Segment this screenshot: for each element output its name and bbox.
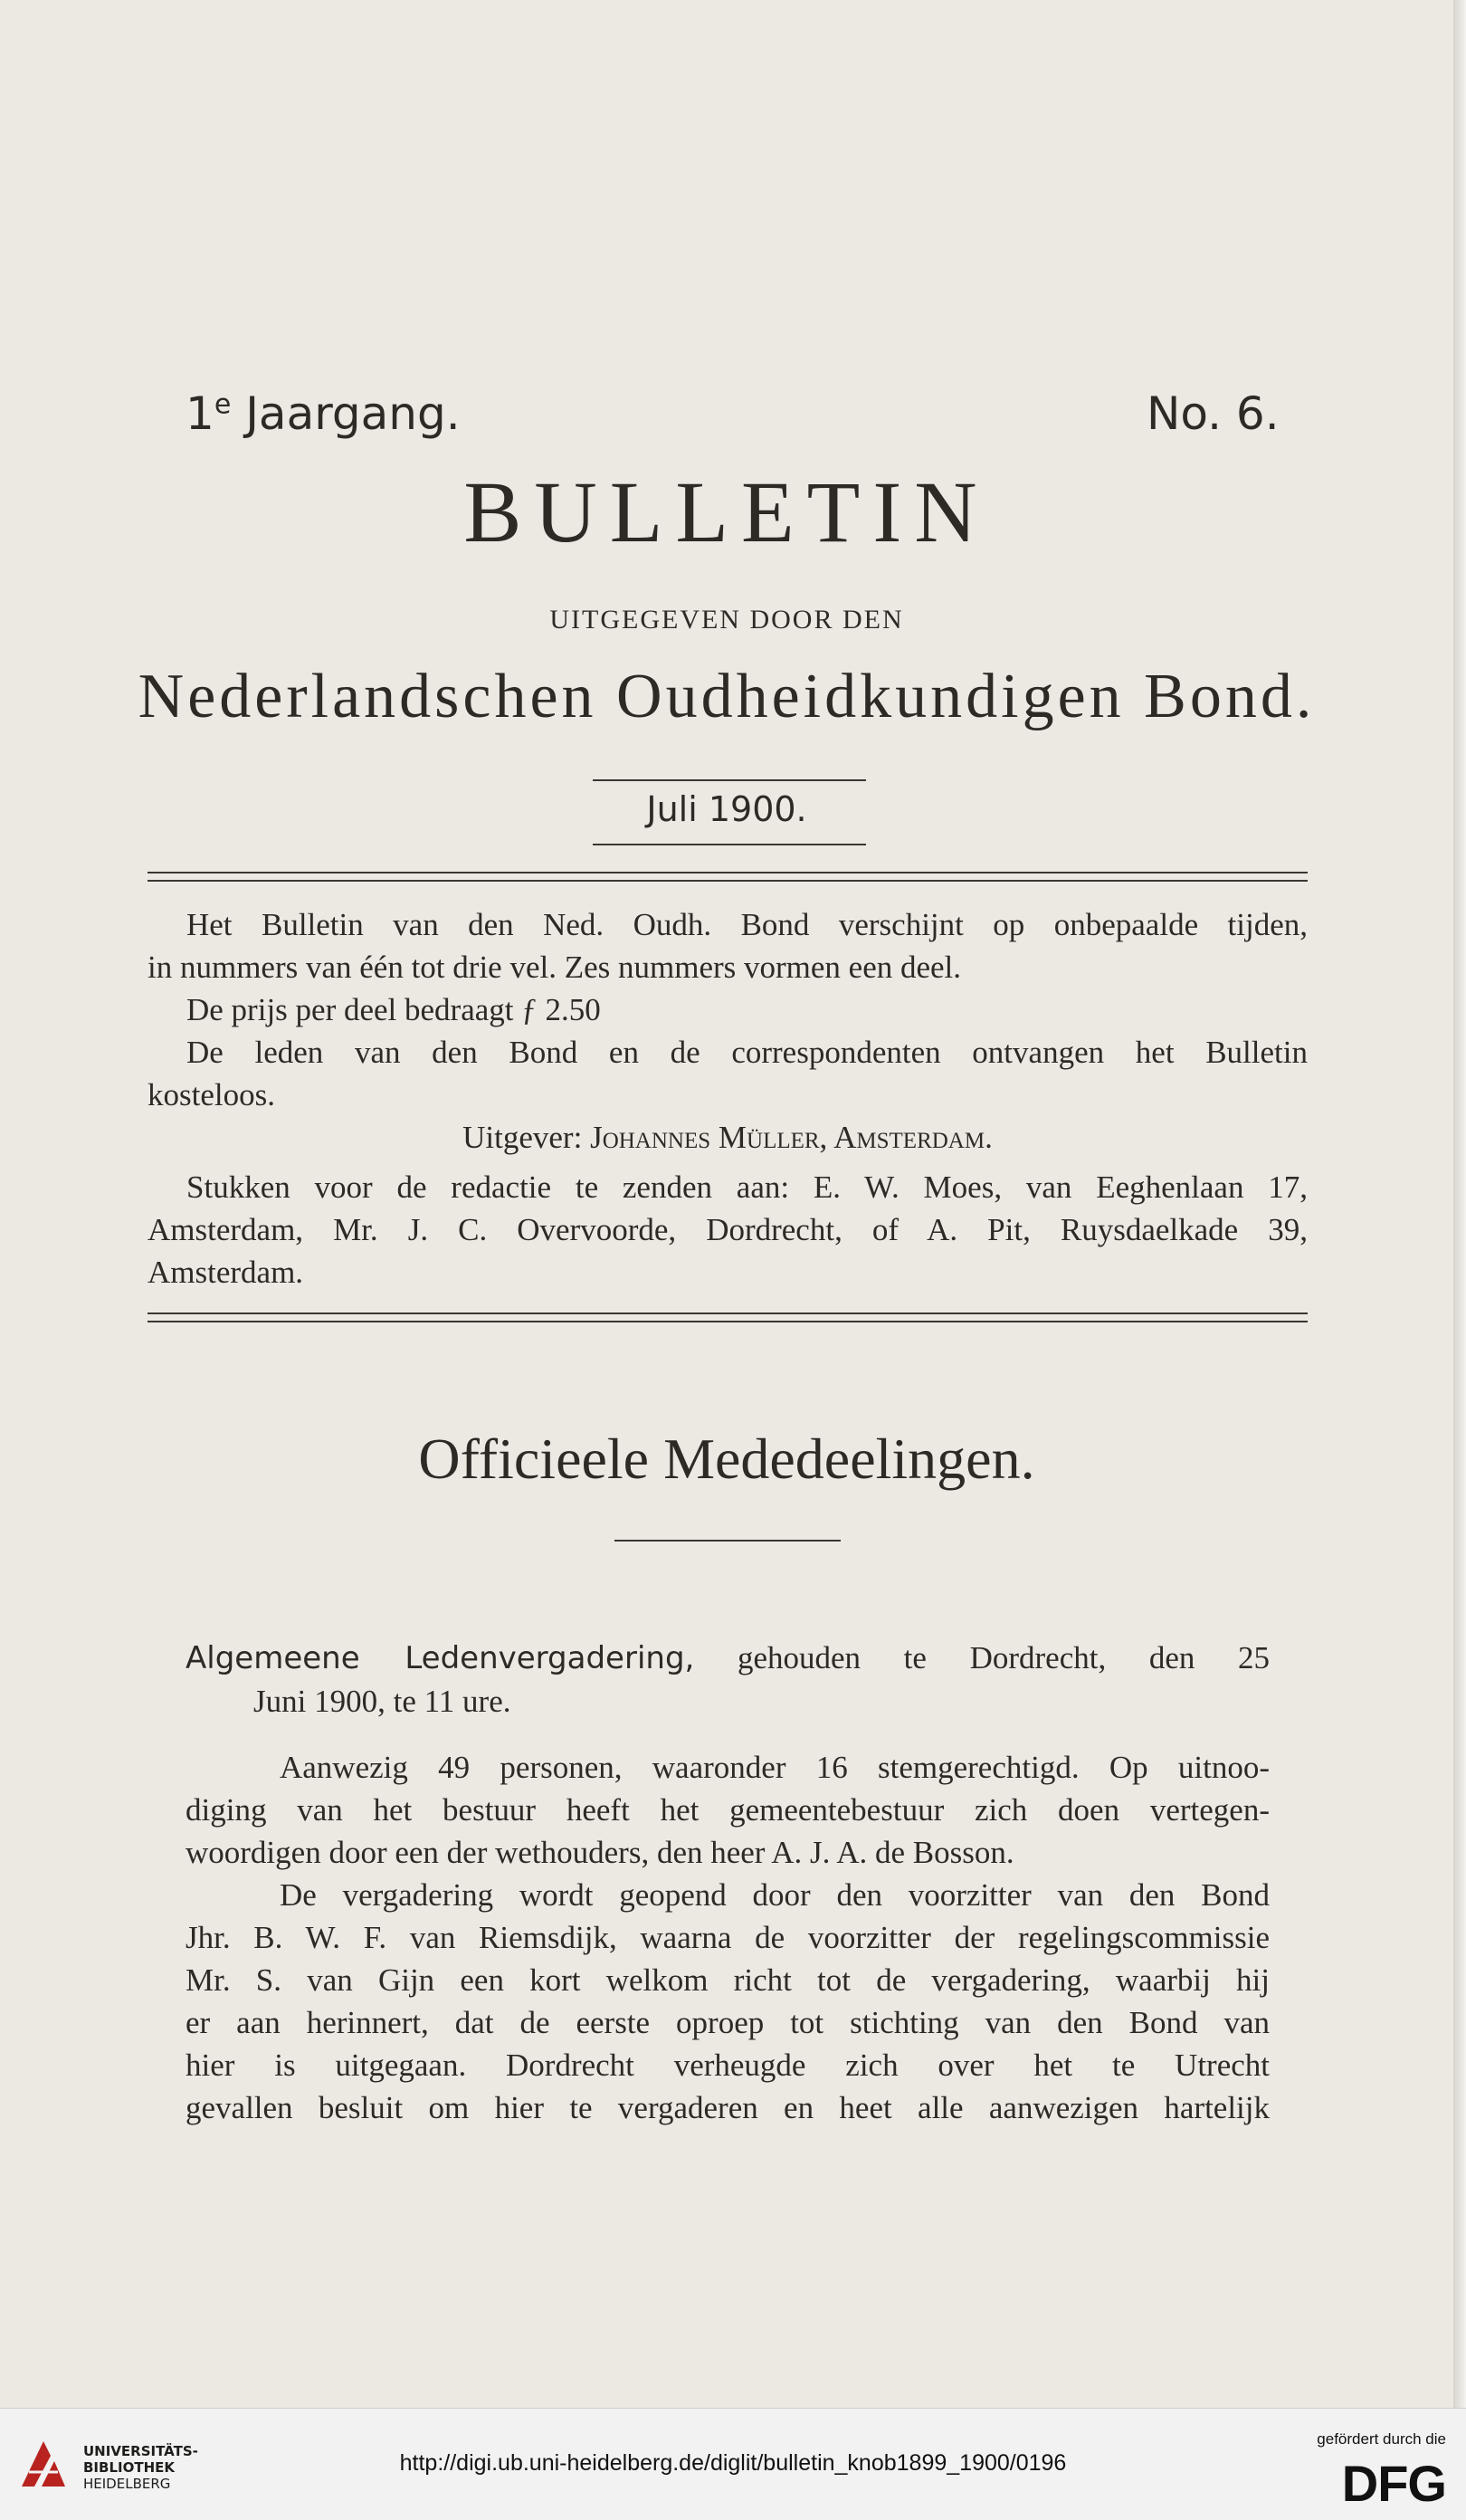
paragraph-line: gevallen besluit om hier te vergaderen en heet alle aanwezigen hartelijk: [186, 2090, 1270, 2125]
stukken-line: Amsterdam.: [148, 1255, 304, 1290]
organization-name: Nederlandschen Oudheidkundigen Bond.: [138, 662, 1316, 731]
page-edge: [1453, 0, 1466, 2408]
issue-number: No. 6.: [1147, 387, 1280, 440]
info-line: Het Bulletin van den Ned. Oudh. Bond verschijnt op onbepaalde tijden,: [186, 907, 1308, 942]
section-title: Officieele Mededeelingen.: [418, 1427, 1035, 1491]
section-rule: [614, 1540, 841, 1542]
issue-date: Juli 1900.: [646, 789, 807, 829]
info-line: De leden van den Bond en de correspondenten ontvangen het Bulletin: [186, 1035, 1308, 1070]
dfg-logo: DFG: [1341, 2455, 1446, 2512]
footer-bar: [0, 2408, 1466, 2520]
publisher-line: Uitgever: Johannes Müller, Amsterdam.: [462, 1120, 993, 1155]
paragraph-line: De vergadering wordt geopend door den voorzitter van den Bond: [280, 1877, 1270, 1913]
info-line: in nummers van één tot drie vel. Zes nummers vormen een deel.: [148, 950, 962, 985]
paragraph-line: er aan herinnert, dat de eerste oproep tot stichting van den Bond van: [186, 2005, 1270, 2040]
library-name: UNIVERSITÄTS- BIBLIOTHEK HEIDELBERG: [83, 2443, 198, 2492]
article-heading-line: Algemeene Ledenvergadering, gehouden te Dordrecht, den 25: [186, 1640, 1271, 1676]
paragraph-line: hier is uitgegaan. Dordrecht verheugde zich over het te Utrecht: [186, 2048, 1270, 2083]
article-body: [186, 1637, 1270, 2129]
info-line: kosteloos.: [148, 1077, 275, 1112]
paragraph-line: Aanwezig 49 personen, waaronder 16 stemgerechtigd. Op uitnoo-: [280, 1750, 1270, 1785]
publication-info: [148, 903, 1308, 1293]
stukken-line: Stukken voor de redactie te zenden aan: E. W. Moes, van Eeghenlaan 17,: [186, 1169, 1308, 1205]
double-rule-bottom: [148, 1312, 1308, 1322]
volume-label: 1e Jaargang.: [186, 387, 461, 440]
date-rule-top: [593, 779, 866, 781]
source-url-link[interactable]: http://digi.ub.uni-heidelberg.de/diglit/bulletin_knob1899_1900/0196: [399, 2450, 1067, 2476]
subtitle: UITGEGEVEN DOOR DEN: [549, 605, 904, 635]
article-heading-line: Juni 1900, te 11 ure.: [253, 1684, 511, 1719]
funding-label: gefördert durch die: [1317, 2430, 1446, 2448]
double-rule-top: [148, 872, 1308, 882]
bulletin-title: BULLETIN: [463, 463, 990, 560]
paragraph-line: Jhr. B. W. F. van Riemsdijk, waarna de voorzitter der regelingscommissie: [186, 1920, 1270, 1955]
date-rule-bottom: [593, 844, 866, 845]
info-line: De prijs per deel bedraagt ƒ 2.50: [186, 992, 601, 1027]
paragraph-line: diging van het bestuur heeft het gemeentebestuur zich doen vertegen-: [186, 1792, 1270, 1828]
paragraph-line: Mr. S. van Gijn een kort welkom richt tot de vergadering, waarbij hij: [186, 1962, 1270, 1998]
stukken-line: Amsterdam, Mr. J. C. Overvoorde, Dordrecht, of A. Pit, Ruysdaelkade 39,: [148, 1212, 1308, 1247]
paragraph-line: woordigen door een der wethouders, den heer A. J. A. de Bosson.: [186, 1835, 1014, 1870]
